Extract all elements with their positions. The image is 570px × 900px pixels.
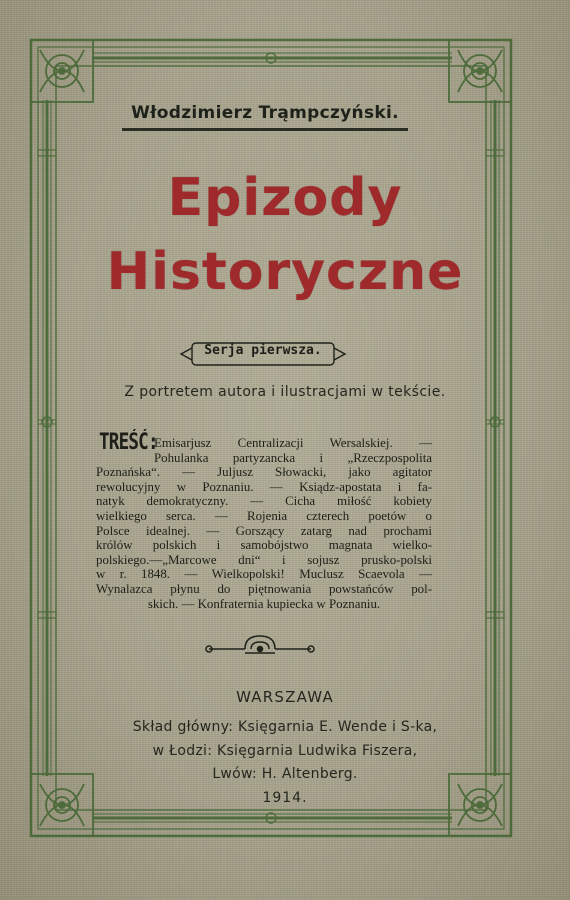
imprint-line-1: Skład główny: Księgarnia E. Wende i S-ka, xyxy=(132,719,438,735)
imprint-year: 1914. xyxy=(262,790,308,806)
subtitle: Z portretem autora i ilustracjami w tekście. xyxy=(124,384,446,400)
contents-line: królów polskich i samobójstwo magnata wielko- xyxy=(96,538,432,553)
contents-line: wielkiego serca. — Rojenia czterech poetów o xyxy=(96,508,432,523)
series-label: Serja pierwsza. xyxy=(204,343,322,358)
title-line-1: Epizody xyxy=(167,168,403,228)
contents-line: rewolucyjny w Poznaniu. — Ksiądz-apostata i fa- xyxy=(96,479,432,494)
imprint-city: WARSZAWA xyxy=(236,688,334,706)
author-underline xyxy=(122,128,408,131)
contents-line: w r. 1848. — Wielkopolski! Muclusz Scaevola — xyxy=(96,567,432,582)
contents-line: Polsce idealnej. — Gorszący zatarg nad prochami xyxy=(96,523,432,538)
contents-line: natyk demokratyczny. — Cicha miłość kobiety xyxy=(96,494,432,509)
imprint-line-3: Lwów: H. Altenberg. xyxy=(212,766,358,782)
author-name: Włodzimierz Trąmpczyński. xyxy=(131,103,399,123)
imprint-line-2: w Łodzi: Księgarnia Ludwika Fiszera, xyxy=(152,743,418,759)
contents-list xyxy=(96,436,432,611)
contents-line: Pohulanka partyzancka i „Rzeczpospolita xyxy=(154,450,432,465)
contents-line: Emisarjusz Centralizacji Wersalskiej. — xyxy=(154,436,432,450)
title-line-2: Historyczne xyxy=(106,242,464,302)
contents-line: polskiego.—„Marcowe dni“ i sojusz prusko-polski xyxy=(96,552,432,567)
contents-label: TREŚĆ: xyxy=(99,430,158,455)
contents-line: Wynalazca płynu do piętnowania powstańców pol- xyxy=(96,581,432,596)
contents-line: Poznańska“. — Juljusz Słowacki, jako agitator xyxy=(96,465,432,480)
contents-line: skich. — Konfraternia kupiecka w Poznaniu. xyxy=(147,596,381,611)
divider-ornament-icon xyxy=(205,633,315,659)
